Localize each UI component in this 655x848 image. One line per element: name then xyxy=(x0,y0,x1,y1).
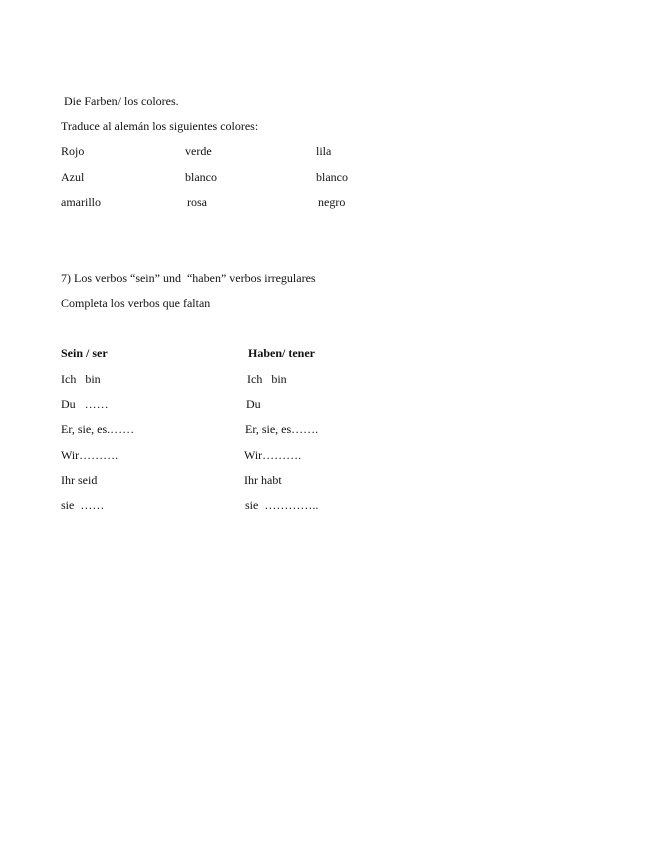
sein-conjugation-row: Er, sie, es.…… xyxy=(61,422,135,436)
color-word: verde xyxy=(185,144,212,158)
color-word: lila xyxy=(316,144,332,158)
haben-conjugation-row: sie ………….. xyxy=(245,498,319,512)
haben-conjugation-row: Du xyxy=(246,397,261,411)
color-word: Azul xyxy=(61,170,85,184)
color-word: negro xyxy=(318,195,346,209)
colors-title: Die Farben/ los colores. xyxy=(61,94,179,108)
sein-conjugation-row: Ich bin xyxy=(61,372,101,386)
haben-conjugation-row: Ich bin xyxy=(247,372,287,386)
haben-conjugation-row: Wir………. xyxy=(244,448,302,462)
color-word: Rojo xyxy=(61,144,85,158)
color-word: blanco xyxy=(316,170,348,184)
sein-conjugation-row: Du …… xyxy=(61,397,109,411)
color-word: blanco xyxy=(185,170,217,184)
sein-header: Sein / ser xyxy=(61,346,108,360)
haben-header: Haben/ tener xyxy=(248,346,315,360)
haben-conjugation-row: Ihr habt xyxy=(244,473,282,487)
verbs-instruction: Completa los verbos que faltan xyxy=(61,296,211,310)
color-word: rosa xyxy=(187,195,207,209)
sein-conjugation-row: Ihr seid xyxy=(61,473,98,487)
color-word: amarillo xyxy=(61,195,101,209)
haben-conjugation-row: Er, sie, es……. xyxy=(245,422,319,436)
sein-conjugation-row: Wir………. xyxy=(61,448,119,462)
verbs-title: 7) Los verbos “sein” und “haben” verbos irregulares xyxy=(61,271,316,285)
colors-instruction: Traduce al alemán los siguientes colores: xyxy=(61,119,259,133)
sein-conjugation-row: sie …… xyxy=(61,498,105,512)
